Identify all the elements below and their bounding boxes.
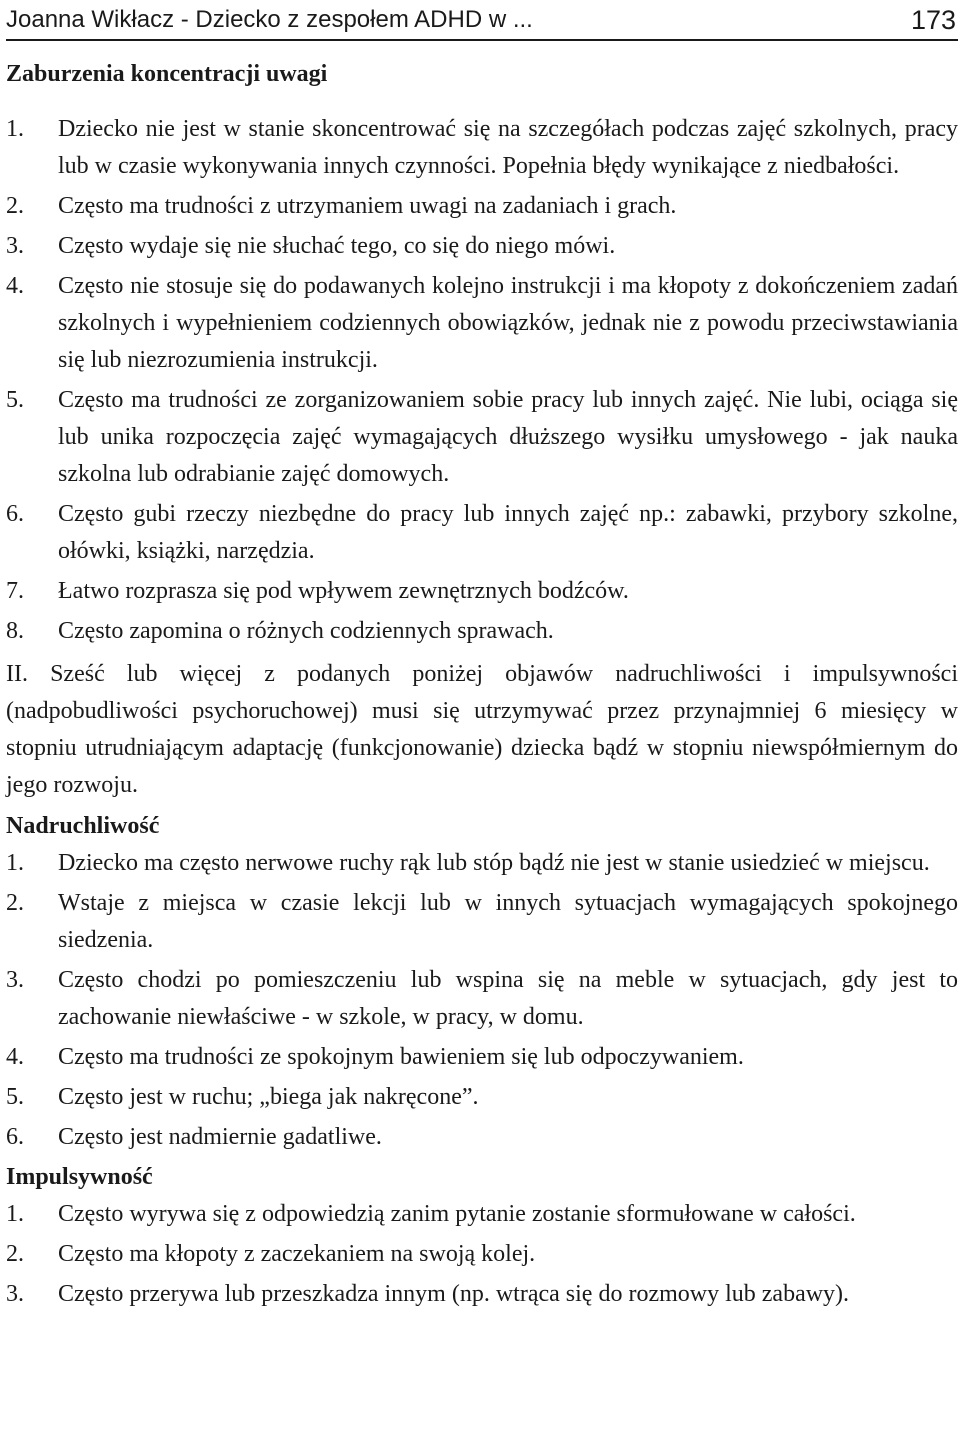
header-title: Joanna Wikłacz - Dziecko z zespołem ADHD w ... (6, 6, 533, 33)
item-text: Dziecko ma często nerwowe ruchy rąk lub stóp bądź nie jest w stanie usiedzieć w miejscu. (58, 850, 930, 876)
item-text: Często wyrywa się z odpowiedzią zanim pytanie zostanie sformułowane w całości. (58, 1201, 856, 1227)
list-impulsivity (6, 1196, 958, 1313)
list-item (6, 228, 958, 265)
heading-impulsivity: Impulsywność (6, 1164, 153, 1190)
item-number: 3. (6, 967, 24, 993)
item-number: 1. (6, 116, 24, 142)
header-rule (6, 39, 958, 41)
item-text: Często gubi rzeczy niezbędne do pracy lub innych zajęć np.: zabawki, przybory szkolne, ołówki, książki, narzędzia. (58, 501, 958, 564)
item-number: 2. (6, 890, 24, 916)
item-number: 7. (6, 578, 24, 604)
item-number: 1. (6, 850, 24, 876)
list-item (6, 1119, 958, 1156)
list-item (6, 496, 958, 570)
item-number: 1. (6, 1201, 24, 1227)
item-text: Dziecko nie jest w stanie skoncentrować się na szczegółach podczas zajęć szkolnych, pracy lub w czasie wykonywania innych czynności. Popełnia błędy wynikające z niedbałości. (58, 116, 958, 179)
criterion-ii-paragraph: II. Sześć lub więcej z podanych poniżej objawów nadruchliwości i impulsywności (nadpobudliwości psychoruchowej) musi się utrzymywać przez przynajmniej 6 miesięcy w stopniu utrudniającym adaptację (funkcjonowanie) dziecka bądź w stopniu niewspółmiernym do jego rozwoju. (6, 661, 958, 798)
item-number: 3. (6, 233, 24, 259)
list-attention (6, 111, 958, 650)
heading-attention: Zaburzenia koncentracji uwagi (6, 61, 328, 87)
list-item (6, 188, 958, 225)
list-item (6, 1236, 958, 1273)
item-text: Często wydaje się nie słuchać tego, co się do niego mówi. (58, 233, 616, 259)
list-item (6, 268, 958, 379)
item-text: Często jest nadmiernie gadatliwe. (58, 1124, 382, 1150)
item-number: 3. (6, 1281, 24, 1307)
page-content (6, 56, 958, 1316)
item-number: 6. (6, 501, 24, 527)
item-text: Często ma kłopoty z zaczekaniem na swoją kolej. (58, 1241, 536, 1267)
item-number: 2. (6, 1241, 24, 1267)
page-number: 173 (910, 5, 956, 35)
list-item (6, 1039, 958, 1076)
item-text: Często nie stosuje się do podawanych kolejno instrukcji i ma kłopoty z dokończeniem zadań szkolnych i wypełnieniem codziennych obowiązków, jednak nie z powodu przeciwstawiania się lub niezrozumienia instrukcji. (58, 273, 958, 373)
list-item (6, 845, 958, 882)
running-header (6, 4, 958, 40)
item-number: 6. (6, 1124, 24, 1150)
list-item (6, 1079, 958, 1116)
item-text: Często jest w ruchu; „biega jak nakręcone”. (58, 1084, 479, 1110)
list-item (6, 382, 958, 493)
item-number: 8. (6, 618, 24, 644)
list-item (6, 1196, 958, 1233)
heading-hyperactivity: Nadruchliwość (6, 813, 160, 839)
item-text: Często ma trudności z utrzymaniem uwagi na zadaniach i grach. (58, 193, 677, 219)
list-item (6, 613, 958, 650)
item-text: Często przerywa lub przeszkadza innym (np. wtrąca się do rozmowy lub zabawy). (58, 1281, 850, 1307)
item-text: Wstaje z miejsca w czasie lekcji lub w innych sytuacjach wymagających spokojnego siedzenia. (58, 890, 958, 953)
list-item (6, 962, 958, 1036)
item-text: Często ma trudności ze zorganizowaniem sobie pracy lub innych zajęć. Nie lubi, ociąga się lub unika rozpoczęcia zajęć wymagających dłuższego wysiłku umysłowego - jak nauka szkolna lub odrabianie zajęć domowych. (58, 387, 958, 487)
list-item (6, 573, 958, 610)
list-hyperactivity (6, 845, 958, 1156)
list-item (6, 885, 958, 959)
list-item (6, 1276, 958, 1313)
item-text: Łatwo rozprasza się pod wpływem zewnętrznych bodźców. (58, 578, 629, 604)
item-text: Często ma trudności ze spokojnym bawieniem się lub odpoczywaniem. (58, 1044, 744, 1070)
item-number: 2. (6, 193, 24, 219)
list-item (6, 111, 958, 185)
item-number: 5. (6, 1084, 24, 1110)
item-number: 5. (6, 387, 24, 413)
item-number: 4. (6, 1044, 24, 1070)
item-text: Często zapomina o różnych codziennych sprawach. (58, 618, 554, 644)
item-text: Często chodzi po pomieszczeniu lub wspina się na meble w sytuacjach, gdy jest to zachowanie niewłaściwe - w szkole, w pracy, w domu. (58, 967, 958, 1030)
item-number: 4. (6, 273, 24, 299)
